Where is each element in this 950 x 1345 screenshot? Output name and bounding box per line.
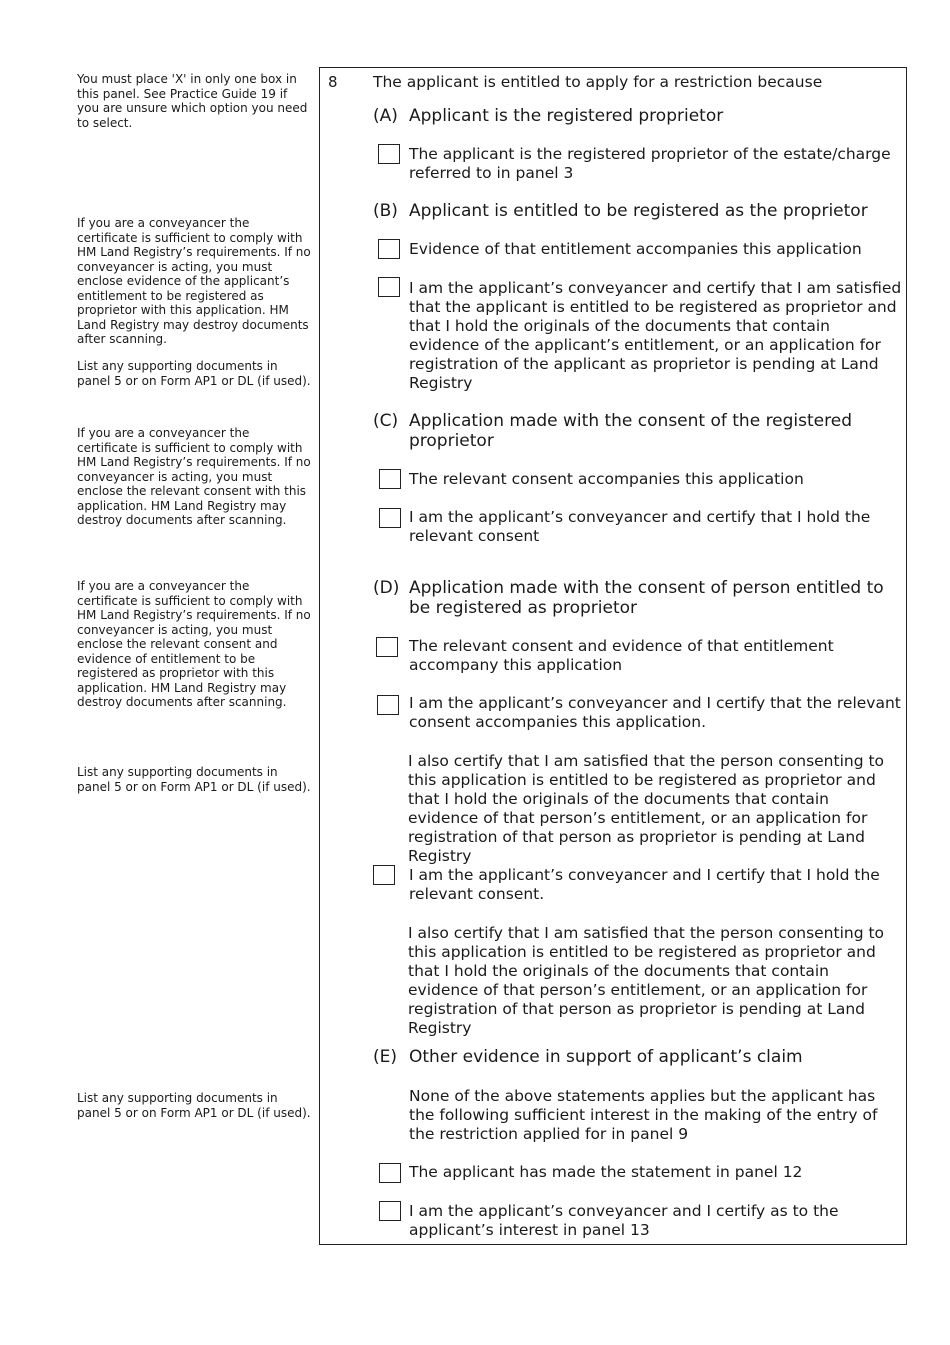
panel-8 xyxy=(319,67,907,1245)
option-b2-checkbox[interactable] xyxy=(378,277,400,297)
guidance-note-conveyancer-entitlement: If you are a conveyancer the certificate is sufficient to comply with HM Land Registry’s requirements. If no conveyancer is acting, you must enclose evidence of the applicant’s entitlement to be registered as proprietor with this application. HM Land Registry may destroy documents after scanning. xyxy=(77,216,311,346)
section-e-letter: (E) xyxy=(373,1047,398,1067)
guidance-note-supporting-documents: List any supporting documents in panel 5 or on Form AP1 or DL (if used). xyxy=(77,765,311,794)
option-d3-label: I am the applicant’s conveyancer and I certify that I hold the relevant consent. xyxy=(409,866,880,903)
option-a1-checkbox[interactable] xyxy=(378,144,400,164)
option-e1-checkbox[interactable] xyxy=(379,1163,401,1183)
panel-number: 8 xyxy=(328,73,338,91)
guidance-note-select-one: You must place 'X' in only one box in this panel. See Practice Guide 19 if you are unsure which option you need to select. xyxy=(77,72,308,130)
option-d1-checkbox[interactable] xyxy=(376,637,398,657)
option-d2-label: I am the applicant’s conveyancer and I certify that the relevant consent accompanies this application. xyxy=(409,694,901,731)
section-b-title: Applicant is entitled to be registered as the proprietor xyxy=(409,201,868,221)
section-e-intro: None of the above statements applies but the applicant has the following sufficient interest in the making of the entry of the restriction applied for in panel 9 xyxy=(409,1087,878,1143)
option-e2-label: I am the applicant’s conveyancer and I certify as to the applicant’s interest in panel 13 xyxy=(409,1202,839,1239)
guidance-note-supporting-documents: List any supporting documents in panel 5 or on Form AP1 or DL (if used). xyxy=(77,1091,311,1120)
section-d-title: Application made with the consent of person entitled to be registered as proprietor xyxy=(409,578,884,618)
option-c2-label: I am the applicant’s conveyancer and certify that I hold the relevant consent xyxy=(409,508,871,545)
panel-heading: The applicant is entitled to apply for a restriction because xyxy=(373,73,823,91)
option-d2-certification: I also certify that I am satisfied that the person consenting to this application is entitled to be registered as proprietor and that I hold the originals of the documents that contain evidence of that person’s entitlement, or an application for registration of that person as proprietor is pending at Land Registry xyxy=(408,752,885,865)
option-e1-label: The applicant has made the statement in panel 12 xyxy=(409,1163,803,1181)
option-c1-label: The relevant consent accompanies this application xyxy=(409,470,804,488)
section-a-letter: (A) xyxy=(373,106,398,126)
section-a-title: Applicant is the registered proprietor xyxy=(409,106,724,126)
section-e-title: Other evidence in support of applicant’s claim xyxy=(409,1047,803,1067)
option-d1-label: The relevant consent and evidence of that entitlement accompany this application xyxy=(409,637,834,674)
guidance-note-conveyancer-consent-evidence: If you are a conveyancer the certificate is sufficient to comply with HM Land Registry’s requirements. If no conveyancer is acting, you must enclose the relevant consent and evidence of entitlement to be registered as proprietor with this application. HM Land Registry may destroy documents after scanning. xyxy=(77,579,311,709)
option-d2-checkbox[interactable] xyxy=(377,695,399,715)
section-c-title: Application made with the consent of the registered proprietor xyxy=(409,411,853,451)
option-c1-checkbox[interactable] xyxy=(379,469,401,489)
section-b-letter: (B) xyxy=(373,201,398,221)
section-d-letter: (D) xyxy=(373,578,400,598)
option-a1-label: The applicant is the registered proprietor of the estate/charge referred to in panel 3 xyxy=(409,145,891,182)
section-c-letter: (C) xyxy=(373,411,399,431)
guidance-note-conveyancer-consent: If you are a conveyancer the certificate is sufficient to comply with HM Land Registry’s requirements. If no conveyancer is acting, you must enclose the relevant consent with this application. HM Land Registry may destroy documents after scanning. xyxy=(77,426,311,527)
option-c2-checkbox[interactable] xyxy=(379,508,401,528)
guidance-note-supporting-documents: List any supporting documents in panel 5 or on Form AP1 or DL (if used). xyxy=(77,359,311,388)
option-b1-label: Evidence of that entitlement accompanies this application xyxy=(409,240,862,258)
option-d3-checkbox[interactable] xyxy=(373,865,395,885)
option-d3-certification: I also certify that I am satisfied that the person consenting to this application is entitled to be registered as proprietor and that I hold the originals of the documents that contain evidence of that person’s entitlement, or an application for registration of that person as proprietor is pending at Land Registry xyxy=(408,924,885,1037)
option-e2-checkbox[interactable] xyxy=(379,1201,401,1221)
option-b1-checkbox[interactable] xyxy=(378,239,400,259)
option-b2-label: I am the applicant’s conveyancer and certify that I am satisfied that the applicant is entitled to be registered as proprietor and that I hold the originals of the documents that contain evidence of the applicant’s entitlement, or an application for registration of the applicant as proprietor is pending at Land Registry xyxy=(409,279,902,392)
